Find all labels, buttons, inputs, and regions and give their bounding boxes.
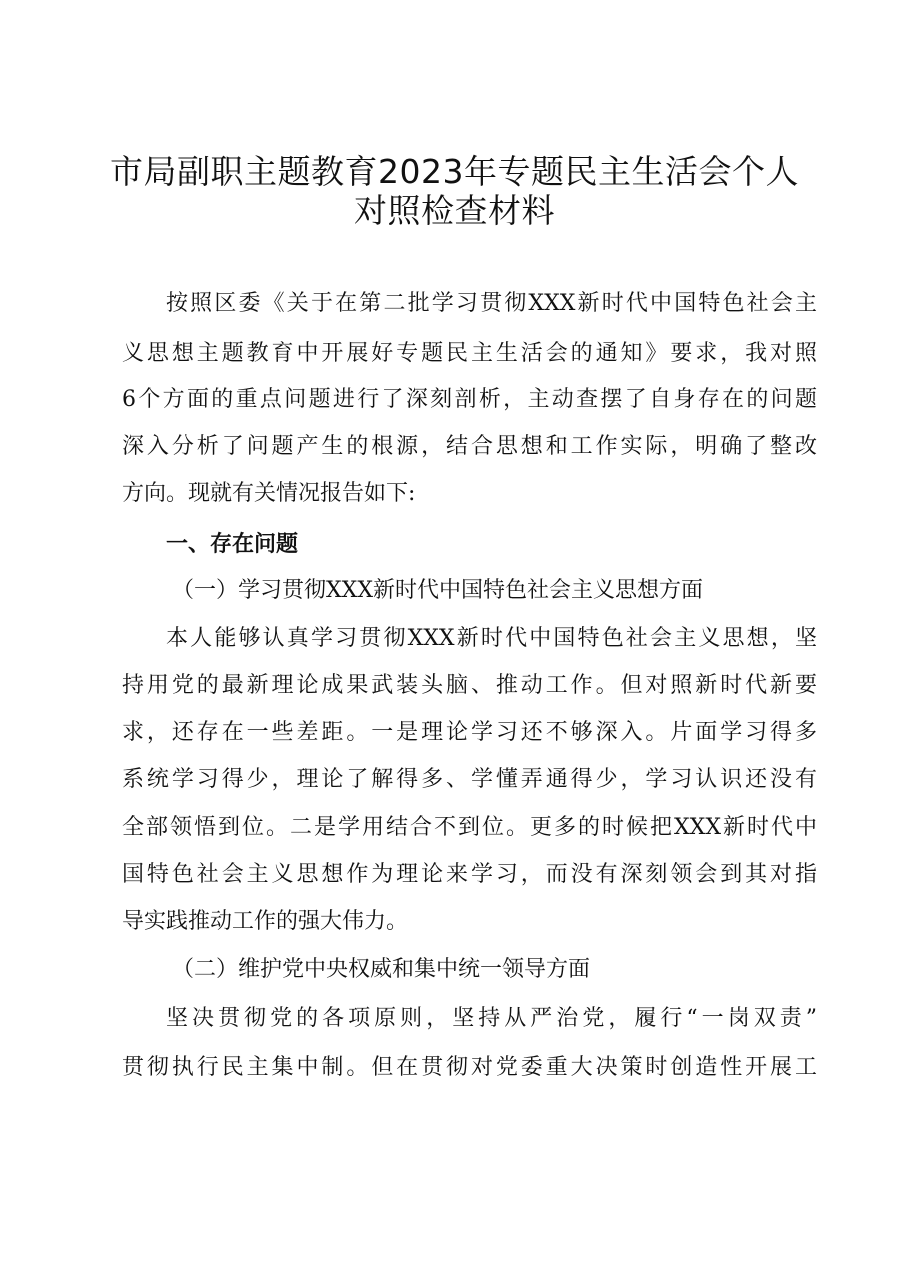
body-line: 系统学习得少，理论了解得多、学懂弄通得少，学习认识还没有: [122, 767, 817, 792]
body-line: 本人能够认真学习贯彻XXX新时代中国特色社会主义思想，坚: [166, 626, 817, 651]
intro-line: 按照区委《关于在第二批学习贯彻XXX新时代中国特色社会主: [166, 291, 817, 316]
section-heading: 一、存在问题: [166, 531, 299, 557]
subsection-heading: （一）学习贯彻XXX新时代中国特色社会主义思想方面: [172, 578, 703, 603]
body-line: 全部领悟到位。二是学用结合不到位。更多的时候把XXX新时代中: [122, 815, 817, 840]
body-line: 坚决贯彻党的各项原则，坚持从严治党，履行“一岗双责”: [166, 1006, 817, 1031]
intro-line: 6个方面的重点问题进行了深刻剖析，主动查摆了自身存在的问题: [122, 387, 817, 412]
intro-line: 义思想主题教育中开展好专题民主生活会的通知》要求，我对照: [122, 341, 817, 366]
subsection-heading: （二）维护党中央权威和集中统一领导方面: [172, 957, 591, 982]
body-line: 求，还存在一些差距。一是理论学习还不够深入。片面学习得多: [122, 720, 817, 745]
body-line: 国特色社会主义思想作为理论来学习，而没有深刻领会到其对指: [122, 862, 817, 887]
body-line: 导实践推动工作的强大伟力。: [122, 909, 409, 934]
intro-line: 深入分析了问题产生的根源，结合思想和工作实际，明确了整改: [122, 434, 817, 459]
document-title-line-1: 市局副职主题教育2023年专题民主生活会个人: [110, 152, 799, 191]
intro-line: 方向。现就有关情况报告如下:: [122, 481, 416, 506]
body-line: 贯彻执行民主集中制。但在贯彻对党委重大决策时创造性开展工: [122, 1055, 817, 1080]
body-line: 持用党的最新理论成果武装头脑、推动工作。但对照新时代新要: [122, 673, 817, 698]
document-title-line-2: 对照检查材料: [354, 191, 555, 230]
